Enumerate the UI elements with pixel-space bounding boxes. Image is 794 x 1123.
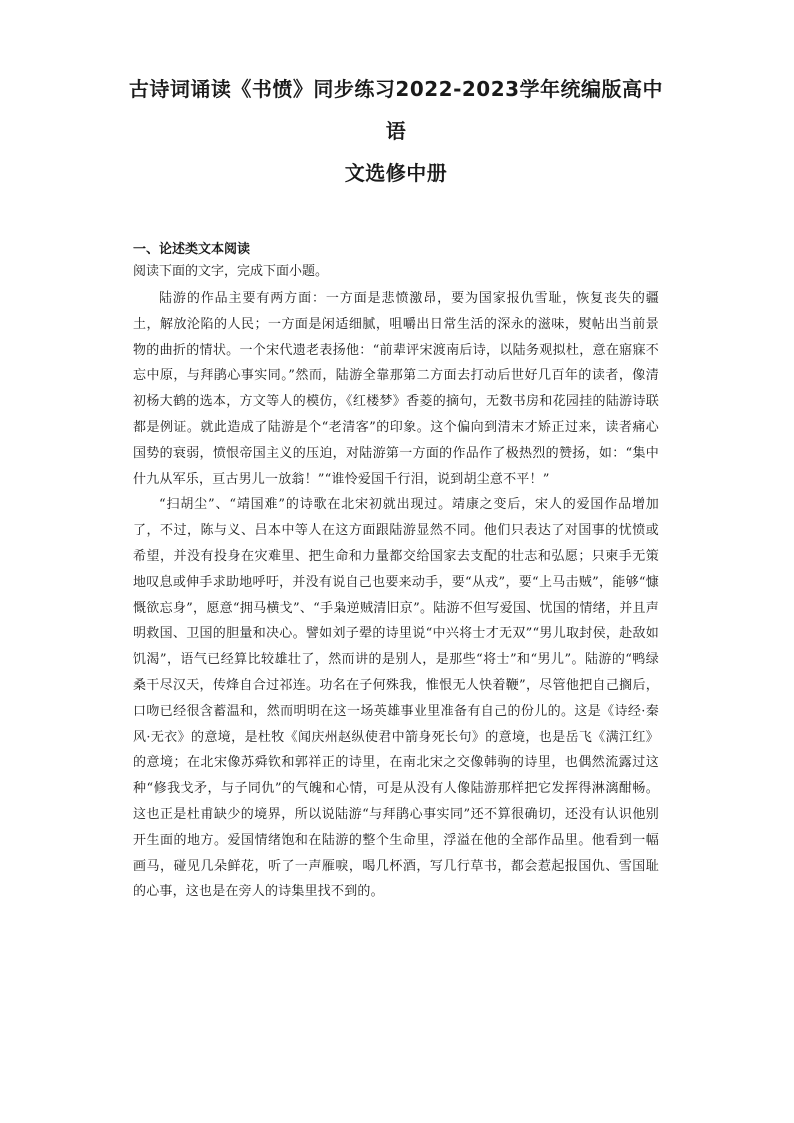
title-line-1: 古诗词诵读《书愤》同步练习2022-2023学年统编版高中语: [128, 77, 664, 143]
section-heading: 一、论述类文本阅读: [133, 242, 251, 257]
body-paragraph-2: “扫胡尘”、“靖国难”的诗歌在北宋初就出现过。靖康之变后，宋人的爱国作品增加了，不过，陈与义、吕本中等人在这方面跟陆游显然不同。他们只表达了对国事的忧愤或希望，并没有投身在灾难里、把生命和力量都交给国家去支配的壮志和弘愿；只柬手无策地叹息或伸手求助地呼吁，并没有说自己也要来动手，要“从戎”，要“上马击贼”，能够“慷慨欲忘身”，愿意“拥马横戈”、“手枭逆贼清旧京”。陆游不但写爱国、忧国的情绪，并且声明救国、卫国的胆量和决心。譬如刘子翚的诗里说“中兴将士才无双”“男儿取封侯，赴敌如饥渴”，语气已经算比较雄壮了，然而讲的是别人，是那些“将士”和“男儿”。陆游的“鸭绿桑干尽汉天，传烽自合过祁连。功名在子何殊我，惟恨无人快着鞭”，尽管他把自己搁后，口吻已经很含蓄温和，然而明明在这一场英雄事业里准备有自己的份儿的。这是《诗经·秦风·无衣》的意境，是杜牧《闻庆州赵纵使君中箭身死长句》的意境，也是岳飞《满江红》的意境；在北宋像苏舜钦和郭祥正的诗里，在南北宋之交像韩驹的诗里，也偶然流露过这种“修我戈矛，与子同仇”的气魄和心情，可是从没有人像陆游那样把它发挥得淋漓酣畅。这也正是杜甫缺少的境界，所以说陆游“与拜鹃心事实同”还不算很确切，还没有认识他别开生面的地方。爱国情绪饱和在陆游的整个生命里，浮溢在他的全部作品里。他看到一幅画马，碰见几朵鲜花，听了一声雁唳，喝几杯酒，写几行草书，都会惹起报国仇、雪国耻的心事，这也是在旁人的诗集里找不到的。: [133, 497, 659, 900]
document-title: [128, 68, 664, 194]
body-paragraph-1: 陆游的作品主要有两方面：一方面是悲愤激昂，要为国家报仇雪耻，恢复丧失的疆土，解放沦陷的人民；一方面是闲适细腻，咀嚼出日常生活的深永的滋味，熨帖出当前景物的曲折的情状。一个宋代遗老表扬他：“前辈评宋渡南后诗，以陆务观拟杜，意在寤寐不忘中原，与拜鹃心事实同。”然而，陆游全靠那第二方面去打动后世好几百年的读者，像清初杨大鹤的选本，方文等人的模仿，《红楼梦》香菱的摘句，无数书房和花园挂的陆游诗联都是例证。就此造成了陆游是个“老清客”的印象。这个偏向到清末才矫正过来，读者痛心国势的衰弱，愤恨帝国主义的压迫，对陆游第一方面的作品作了极热烈的赞扬，如：“集中什九从军乐，亘古男儿一放翁！”“谁怜爱国千行泪，说到胡尘意不平！”: [133, 291, 659, 487]
reading-instruction: 阅读下面的文字，完成下面小题。: [133, 264, 329, 279]
title-line-2: 文选修中册: [344, 161, 448, 185]
